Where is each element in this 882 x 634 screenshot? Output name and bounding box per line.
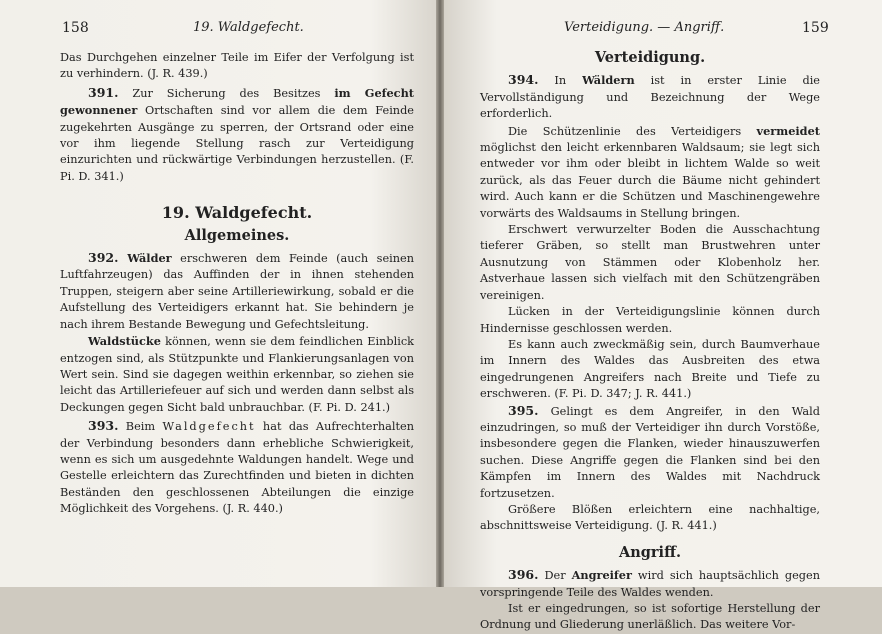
right-page-body bbox=[480, 50, 820, 634]
paragraph-waldstuecke: Waldstücke können, wenn sie dem feindlichen Einblick entzogen sind, als Stützpunkte und Flankierungsanlagen von Wert sein. Sind sie dagegen weithin erkennbar, so ziehen sie leicht das Artilleriefeuer auf sich und werden dann selbst als Deckungen gegen Sicht bald unbrauchbar. (F. Pi. D. 241.) bbox=[60, 334, 414, 414]
left-page bbox=[0, 0, 436, 587]
paragraph-392: 392. Wälder erschweren dem Feinde (auch seinen Luftfahrzeugen) das Auffinden der in ihnen stehenden Truppen, steigern aber seine Artilleriewirkung, sobald er die Aufstellung des Verteidigers erkannt hat. Sie behindern je nach ihrem Bestande Bewegung und Gefechtsleitung. bbox=[60, 250, 414, 331]
left-page-body bbox=[60, 50, 414, 518]
section-verteidigung: Verteidigung. bbox=[594, 49, 706, 66]
section-angriff: Angriff. bbox=[618, 543, 682, 561]
right-running-head: Verteidigung. — Angriff. bbox=[564, 20, 725, 35]
paragraph-396: 396. Der Angreifer wird sich hauptsächlich gegen vorspringende Teile des Waldes wenden. bbox=[480, 567, 820, 599]
right-page-number: 159 bbox=[802, 20, 829, 36]
left-page-number: 158 bbox=[62, 20, 89, 36]
paragraph-391: 391. Zur Sicherung des Besitzes im Gefecht gewonnener Ortschaften sind vor allem die dem Feinde zugekehrten Ausgänge zu sperren, der Ortsrand oder eine vor ihm liegende Stellung rasch zur Verteidigung einzurichten und rückwärtige Verbindungen herzustellen. (F. Pi. D. 341.) bbox=[60, 84, 414, 183]
book-gutter bbox=[436, 0, 444, 587]
paragraph-394-d: Lücken in der Verteidigungslinie können durch Hindernisse geschlossen werden. bbox=[480, 305, 820, 335]
paragraph-intro: Das Durchgehen einzelner Teile im Eifer der Verfolgung ist zu verhindern. (J. R. 439.) bbox=[60, 51, 414, 81]
left-running-head: 19. Waldgefecht. bbox=[193, 20, 304, 35]
paragraph-396-b: Ist er eingedrungen, so ist sofortige Herstellung der Ordnung und Gliederung unerläßlich. Das weitere Vor- bbox=[480, 602, 820, 632]
paragraph-394-b: Die Schützenlinie des Verteidigers vermeidet möglichst den leicht erkennbaren Waldsaum; sie legt sich entweder vor ihm oder bleibt in lichtem Walde so weit zurück, als das Feuer durch die Bäume nicht gehindert wird. Auch kann er die Schützen und Maschinengewehre vorwärts des Waldsaums in Stellung bringen. bbox=[480, 123, 820, 220]
paragraph-395: 395. Gelingt es dem Angreifer, in den Wald einzudringen, so muß der Verteidiger ihn durch Vorstöße, insbesondere gegen die Flanken, wieder hinauszuwerfen suchen. Diese Angriffe gegen die Flanken sind bei den Kämpfen im Innern des Waldes mit Nachdruck fortzusetzen. bbox=[480, 402, 820, 500]
paragraph-394: 394. In Wäldern ist in erster Linie die Vervollständigung und Bezeichnung der Wege erforderlich. bbox=[480, 72, 820, 121]
subsection-title: Allgemeines. bbox=[184, 226, 290, 244]
paragraph-395-b: Größere Blößen erleichtern eine nachhaltige, abschnittsweise Verteidigung. (J. R. 441.) bbox=[480, 502, 820, 533]
section-title: 19. Waldgefecht. bbox=[161, 203, 313, 223]
paragraph-394-c: Erschwert verwurzelter Boden die Ausschachtung tieferer Gräben, so stellt man Brustwehren unter Ausnutzung von Stämmen oder Klobenholz her. Astverhaue lassen sich vielfach mit den Schützengräben vereinigen. bbox=[480, 223, 820, 302]
paragraph-393: 393. Beim Waldgefecht hat das Aufrechterhalten der Verbindung besonders dann erhebliche Schwierigkeit, wenn es sich um ausgedehnte Waldungen handelt. Wege und Gestelle erleichtern das Zurechtfinden und bieten in dichten Beständen den geschlossenen Abteilungen die einzige Möglichkeit des Vorgehens. (J. R. 440.) bbox=[60, 418, 414, 516]
paragraph-394-e: Es kann auch zweckmäßig sein, durch Baumverhaue im Innern des Waldes das Ausbreiten des etwa eingedrungenen Angreifers nach Breite und Tiefe zu erschweren. (F. Pi. D. 347; J. R. 441.) bbox=[480, 337, 820, 401]
